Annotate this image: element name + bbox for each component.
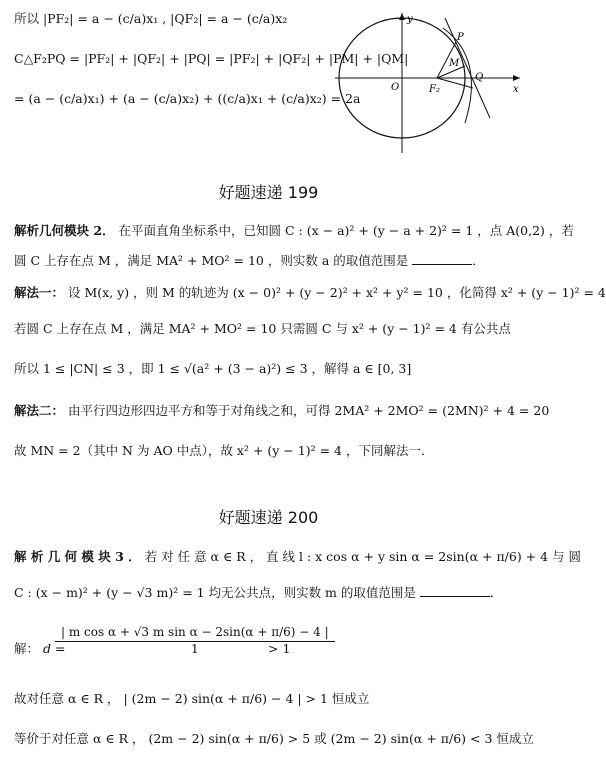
method-2-text-a: 由平行四边形四边平方和等于对角线之和，可得 2MA² + 2MO² = (2MN)² + 4 = 20 [68, 403, 550, 418]
derivation-line-3: = (a − (c/a)x₁) + (a − (c/a)x₂) + ((c/a)x₁ + (c/a)x₂) = 2a [14, 91, 361, 106]
s200-line-c: 等价于对任意 α ∈ R ， (2m − 2) sin(α + π/6) > 5 或 (2m − 2) sin(α + π/6) < 3 恒成立 [14, 731, 534, 746]
section-199-title: 好题速递 199 [218, 183, 319, 202]
s199-problem-end: ． [472, 253, 485, 268]
s199-problem-tag: 解析几何模块 2． [14, 223, 115, 238]
method-1-tag: 解法一： [14, 285, 65, 300]
distance-gt: > 1 [268, 641, 291, 656]
s200-line-b: 故对任意 α ∈ R ， | (2m − 2) sin(α + π/6) − 4 | > 1 恒成立 [14, 691, 370, 706]
s199-problem-line-2 [14, 252, 485, 270]
distance-d: d = [43, 641, 66, 656]
s200-problem-line-1 [14, 548, 581, 566]
answer-blank-200 [420, 584, 490, 597]
distance-fraction [55, 623, 335, 656]
s200-problem-text-b: C : (x − m)² + (y − √3 m)² = 1 均无公共点，则实数 m 的取值范围是 [14, 585, 416, 600]
ellipse-figure [325, 8, 525, 158]
answer-blank [412, 252, 472, 265]
method-1-text-a: 设 M(x, y) ，则 M 的轨迹为 (x − 0)² + (y − 2)² + x² + y² = 10 ，化简得 x² + (y − 1)² = 4 [68, 285, 606, 300]
distance-numerator: | m cos α + √3 m sin α − 2sin(α + π/6) − 4 | [55, 623, 335, 642]
label-x: x [513, 84, 519, 95]
s200-problem-line-2 [14, 584, 502, 602]
section-200-title: 好题速递 200 [218, 508, 319, 527]
label-F2: F₂ [429, 84, 440, 95]
derivation-line-2: C△F₂PQ = |PF₂| + |QF₂| + |PQ| = |PF₂| + |QF₂| + |PM| + |QM| [14, 51, 409, 66]
distance-denominator: 1 [190, 642, 199, 656]
label-M: M [449, 58, 460, 69]
s199-problem-line-1 [14, 222, 574, 240]
s199-problem-text-a: 在平面直角坐标系中，已知圆 C : (x − a)² + (y − a + 2)² = 1 ，点 A(0,2) ，若 [118, 223, 574, 238]
s199-method2-line-1 [14, 402, 549, 420]
label-Q: Q [475, 72, 484, 83]
s199-method1-line-2: 若圆 C 上存在点 M ，满足 MA² + MO² = 10 只需圆 C 与 x² + (y − 1)² = 4 有公共点 [14, 321, 511, 336]
s200-problem-text-a: 若 对 任 意 α ∈ R ， 直 线 l : x cos α + y sin α = 2sin(α + π/6) + 4 与 圆 [144, 549, 582, 564]
label-P: P [457, 32, 464, 43]
s200-problem-tag: 解 析 几 何 模 块 3 ． [14, 549, 141, 564]
s199-method1-line-1 [14, 284, 606, 302]
s199-problem-text-b: 圆 C 上存在点 M ，满足 MA² + MO² = 10 ，则实数 a 的取值范围是 [14, 253, 409, 268]
derivation-line-1: 所以 |PF₂| = a − (c/a)x₁ , |QF₂| = a − (c/a)x₂ [14, 11, 288, 26]
s199-method2-line-2: 故 MN = 2（其中 N 为 AO 中点），故 x² + (y − 1)² = 4 ，下同解法一． [14, 443, 434, 458]
method-2-tag: 解法二： [14, 403, 65, 418]
solution-tag: 解： [14, 641, 40, 656]
label-O: O [391, 82, 400, 93]
s199-method1-line-3: 所以 1 ≤ |CN| ≤ 3 ，即 1 ≤ √(a² + (3 − a)²) ≤ 3 ，解得 a ∈ [0, 3] [14, 361, 412, 376]
s200-problem-end: ． [489, 585, 503, 600]
label-y: y [407, 14, 413, 25]
